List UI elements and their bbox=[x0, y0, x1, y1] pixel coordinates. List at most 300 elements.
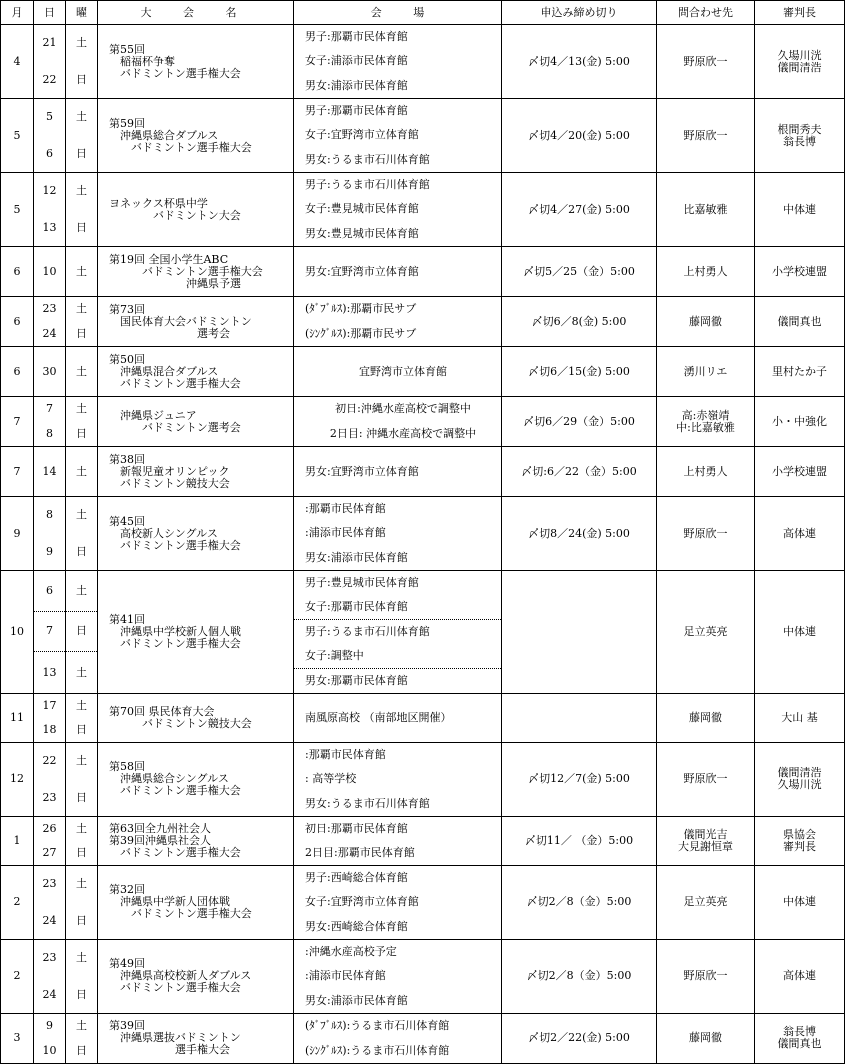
event-venues bbox=[294, 447, 502, 497]
event-day: 21 bbox=[42, 36, 57, 50]
event-deadline: 〆切2／8（金）5:00 bbox=[502, 939, 657, 1013]
event-name bbox=[98, 397, 294, 447]
event-name bbox=[98, 173, 294, 247]
event-name-line: 第58回 bbox=[109, 760, 145, 774]
header-event-name: 大 会 名 bbox=[98, 1, 294, 25]
event-name-line: 第45回 bbox=[109, 514, 145, 528]
event-weekday: 土 bbox=[76, 184, 87, 198]
event-contact bbox=[657, 347, 755, 397]
event-referee bbox=[755, 1013, 845, 1063]
event-weekday: 土 bbox=[76, 264, 87, 278]
event-venue: 初日:沖縄水産高校で調整中 bbox=[335, 402, 471, 416]
event-weekday: 土 bbox=[76, 402, 87, 416]
event-venues bbox=[294, 247, 502, 297]
event-day: 8 bbox=[46, 508, 53, 522]
event-name-line: 稲福杯争奪 bbox=[120, 54, 175, 68]
event-contact bbox=[657, 397, 755, 447]
header-row bbox=[1, 1, 845, 25]
header-month: 月 bbox=[1, 1, 34, 25]
event-weekdays bbox=[66, 939, 98, 1013]
event-name-line: 選手権大会 bbox=[175, 1043, 230, 1057]
event-deadline: 〆切11／ （金）5:00 bbox=[502, 816, 657, 865]
event-month: 1 bbox=[1, 816, 34, 865]
event-name-line: 高校新人シングルス bbox=[120, 526, 218, 540]
event-day: 18 bbox=[42, 722, 57, 736]
event-days bbox=[34, 939, 66, 1013]
event-venue: (ﾀﾞﾌﾞﾙｽ):那覇市民サブ bbox=[305, 302, 417, 316]
event-row bbox=[1, 397, 845, 447]
event-weekday: 土 bbox=[66, 571, 97, 612]
event-venue: 男女:うるま市石川体育館 bbox=[305, 796, 430, 810]
event-referee bbox=[755, 247, 845, 297]
event-name bbox=[98, 497, 294, 571]
event-referee-name: 儀間清浩 bbox=[777, 766, 822, 780]
event-name-line: 新報児童オリンピック bbox=[120, 464, 230, 478]
event-day: 8 bbox=[46, 426, 53, 440]
event-name-line: 第59回 bbox=[109, 116, 145, 130]
event-month: 6 bbox=[1, 347, 34, 397]
event-venue: (ｼﾝｸﾞﾙｽ):那覇市民サブ bbox=[305, 326, 417, 340]
event-weekday: 日 bbox=[76, 1043, 87, 1057]
event-referee-name: 中体連 bbox=[783, 624, 816, 638]
event-contact bbox=[657, 25, 755, 99]
event-weekdays bbox=[66, 571, 98, 694]
event-day: 14 bbox=[42, 464, 57, 478]
event-day: 10 bbox=[42, 264, 57, 278]
event-name bbox=[98, 25, 294, 99]
event-row bbox=[1, 25, 845, 99]
event-weekday: 日 bbox=[76, 987, 87, 1001]
event-weekdays bbox=[66, 347, 98, 397]
event-name bbox=[98, 99, 294, 173]
event-referee bbox=[755, 173, 845, 247]
event-weekday: 土 bbox=[76, 364, 87, 378]
event-referee-name: 中体連 bbox=[783, 895, 816, 909]
event-name-line: 沖縄県中学校新人個人戦 bbox=[120, 624, 241, 638]
event-contact-name: 儀間光吉 bbox=[683, 827, 728, 841]
event-contact-name: 足立英亮 bbox=[683, 624, 728, 638]
event-venue: 初日:那覇市民体育館 bbox=[305, 821, 408, 835]
event-deadline: 〆切2／8（金）5:00 bbox=[502, 865, 657, 939]
event-contact bbox=[657, 571, 755, 694]
event-venues bbox=[294, 347, 502, 397]
event-contact bbox=[657, 173, 755, 247]
event-contact-name: 湧川リエ bbox=[683, 364, 728, 378]
event-venues bbox=[294, 816, 502, 865]
event-referee bbox=[755, 693, 845, 742]
event-name-line: バドミントン競技大会 bbox=[120, 476, 230, 490]
event-day: 9 bbox=[46, 1019, 53, 1033]
event-month: 3 bbox=[1, 1013, 34, 1063]
event-row bbox=[1, 497, 845, 571]
event-weekday: 日 bbox=[76, 72, 87, 86]
event-name-line: 沖縄県選抜バドミントン bbox=[120, 1031, 241, 1045]
event-name-line: バドミントン選手権大会 bbox=[120, 981, 241, 995]
event-contact-name: 藤岡徹 bbox=[689, 314, 722, 328]
event-venue: 宜野湾市立体育館 bbox=[359, 364, 447, 378]
event-contact-name: 高:赤嶺靖 bbox=[681, 408, 730, 422]
event-name bbox=[98, 742, 294, 816]
event-day: 7 bbox=[34, 612, 65, 653]
event-venues bbox=[294, 865, 502, 939]
event-name-line: 第38回 bbox=[109, 452, 145, 466]
event-weekdays bbox=[66, 447, 98, 497]
event-name bbox=[98, 865, 294, 939]
event-contact-name: 野原欣一 bbox=[683, 772, 728, 786]
event-name-line: バドミントン選手権大会 bbox=[120, 538, 241, 552]
event-venue: 女子:豊見城市民体育館 bbox=[305, 202, 419, 216]
event-row bbox=[1, 742, 845, 816]
event-venue: 男子:西崎総合体育館 bbox=[305, 871, 408, 885]
event-contact-name: 比嘉敏雅 bbox=[683, 202, 728, 216]
event-deadline: 〆切6／15(金) 5:00 bbox=[502, 347, 657, 397]
event-weekdays bbox=[66, 742, 98, 816]
event-name-line: 第19回 全国小学生ABC bbox=[109, 252, 229, 266]
event-weekdays bbox=[66, 25, 98, 99]
event-venue: :那覇市民体育館 bbox=[305, 748, 386, 762]
event-referee-name: 久場川洸 bbox=[777, 48, 822, 62]
event-weekday: 土 bbox=[76, 821, 87, 835]
event-day: 24 bbox=[42, 913, 57, 927]
event-referee bbox=[755, 497, 845, 571]
event-day: 5 bbox=[46, 110, 53, 124]
event-venue: 男女:西崎総合体育館 bbox=[305, 919, 408, 933]
event-name-line: 第63回全九州社会人 bbox=[109, 821, 211, 835]
event-referee bbox=[755, 571, 845, 694]
event-contact bbox=[657, 939, 755, 1013]
event-month: 6 bbox=[1, 247, 34, 297]
event-name-line: バドミントン選手権大会 bbox=[142, 264, 263, 278]
event-weekday: 日 bbox=[76, 326, 87, 340]
event-days bbox=[34, 693, 66, 742]
event-month: 7 bbox=[1, 447, 34, 497]
event-weekday: 日 bbox=[76, 146, 87, 160]
event-day: 23 bbox=[42, 790, 57, 804]
event-row bbox=[1, 865, 845, 939]
event-row bbox=[1, 99, 845, 173]
event-days bbox=[34, 297, 66, 347]
event-weekday: 日 bbox=[76, 913, 87, 927]
event-row bbox=[1, 247, 845, 297]
event-referee-name: 久場川洸 bbox=[777, 778, 822, 792]
event-venues bbox=[294, 571, 502, 694]
event-venues bbox=[294, 25, 502, 99]
event-contact-name: 上村勇人 bbox=[683, 464, 728, 478]
event-days bbox=[34, 347, 66, 397]
event-day: 22 bbox=[42, 754, 57, 768]
event-weekdays bbox=[66, 693, 98, 742]
event-venues bbox=[294, 693, 502, 742]
event-referee-name: 小学校連盟 bbox=[772, 264, 827, 278]
event-venue: 男女:うるま市石川体育館 bbox=[305, 152, 430, 166]
event-contact-name: 藤岡徹 bbox=[689, 1031, 722, 1045]
event-name bbox=[98, 693, 294, 742]
event-contact-name: 上村勇人 bbox=[683, 264, 728, 278]
event-day: 24 bbox=[42, 987, 57, 1001]
event-name bbox=[98, 247, 294, 297]
event-days bbox=[34, 25, 66, 99]
event-contact-name: 中:比嘉敏雅 bbox=[676, 420, 735, 434]
event-deadline: 〆切12／7(金) 5:00 bbox=[502, 742, 657, 816]
event-row bbox=[1, 173, 845, 247]
event-contact-name: 野原欣一 bbox=[683, 526, 728, 540]
header-venue: 会 場 bbox=[294, 1, 502, 25]
event-days bbox=[34, 571, 66, 694]
event-weekday: 日 bbox=[76, 544, 87, 558]
event-day: 26 bbox=[42, 821, 57, 835]
event-weekday: 土 bbox=[76, 698, 87, 712]
event-referee bbox=[755, 397, 845, 447]
event-month: 9 bbox=[1, 497, 34, 571]
event-contact bbox=[657, 816, 755, 865]
event-venues bbox=[294, 497, 502, 571]
event-weekdays bbox=[66, 497, 98, 571]
header-deadline: 申込み締め切り bbox=[502, 1, 657, 25]
event-name-line: バドミントン選手権大会 bbox=[120, 636, 241, 650]
event-month: 7 bbox=[1, 397, 34, 447]
event-referee-name: 大山 基 bbox=[781, 710, 818, 724]
event-day: 22 bbox=[42, 72, 57, 86]
event-weekdays bbox=[66, 816, 98, 865]
event-deadline: 〆切2／22(金) 5:00 bbox=[502, 1013, 657, 1063]
event-referee-name: 高体連 bbox=[783, 526, 816, 540]
event-venues bbox=[294, 939, 502, 1013]
event-deadline: 〆切4／13(金) 5:00 bbox=[502, 25, 657, 99]
event-day: 13 bbox=[42, 665, 57, 679]
event-name bbox=[98, 571, 294, 694]
event-deadline: 〆切6／8(金) 5:00 bbox=[502, 297, 657, 347]
event-name bbox=[98, 297, 294, 347]
event-referee-name: 翁長博 bbox=[783, 1025, 816, 1039]
event-venue: 男子:うるま市石川体育館 bbox=[305, 178, 430, 192]
event-days bbox=[34, 397, 66, 447]
event-weekday: 土 bbox=[76, 754, 87, 768]
event-referee bbox=[755, 939, 845, 1013]
event-weekday: 土 bbox=[76, 665, 87, 679]
event-weekday: 土 bbox=[76, 508, 87, 522]
event-name-line: バドミントン選手権大会 bbox=[120, 784, 241, 798]
event-day: 24 bbox=[42, 326, 57, 340]
event-name-line: 沖縄県予選 bbox=[186, 276, 241, 290]
event-weekday: 土 bbox=[76, 302, 87, 316]
event-contact-name: 大見謝恒章 bbox=[678, 839, 733, 853]
event-contact-name: 野原欣一 bbox=[683, 128, 728, 142]
event-deadline: 〆切6／29（金）5:00 bbox=[502, 397, 657, 447]
event-row bbox=[1, 347, 845, 397]
event-contact-name: 野原欣一 bbox=[683, 54, 728, 68]
event-name-line: 国民体育大会バドミントン bbox=[120, 314, 252, 328]
event-weekday: 日 bbox=[66, 612, 97, 653]
event-days bbox=[34, 247, 66, 297]
event-month: 5 bbox=[1, 99, 34, 173]
event-days bbox=[34, 497, 66, 571]
event-name-line: 沖縄県混合ダブルス bbox=[120, 364, 219, 378]
event-month: 6 bbox=[1, 297, 34, 347]
event-referee-name: 儀間清浩 bbox=[777, 60, 822, 74]
event-contact bbox=[657, 447, 755, 497]
event-contact bbox=[657, 865, 755, 939]
event-deadline: 〆切4／20(金) 5:00 bbox=[502, 99, 657, 173]
event-weekdays bbox=[66, 173, 98, 247]
event-name-line: 沖縄県ジュニア bbox=[120, 408, 197, 422]
event-name-line: バドミントン選手権大会 bbox=[120, 845, 241, 859]
event-referee-name: 審判長 bbox=[783, 839, 816, 853]
event-weekday: 土 bbox=[76, 110, 87, 124]
event-venue: 男女:浦添市民体育館 bbox=[305, 550, 408, 564]
event-name-line: バドミントン選手権大会 bbox=[131, 907, 252, 921]
event-name-line: 沖縄県総合ダブルス bbox=[120, 128, 219, 142]
event-name bbox=[98, 816, 294, 865]
event-name-line: 沖縄県高校校新人ダブルス bbox=[120, 969, 252, 983]
event-venue: 女子:那覇市民体育館 bbox=[294, 595, 501, 619]
event-deadline bbox=[502, 693, 657, 742]
event-referee bbox=[755, 742, 845, 816]
event-name-line: バドミントン選手権大会 bbox=[120, 376, 241, 390]
header-weekday: 曜 bbox=[66, 1, 98, 25]
event-referee bbox=[755, 297, 845, 347]
event-venues bbox=[294, 173, 502, 247]
event-contact bbox=[657, 742, 755, 816]
event-day: 30 bbox=[42, 364, 57, 378]
event-venue: 女子:調整中 bbox=[294, 644, 501, 668]
event-name-line: バドミントン大会 bbox=[153, 208, 241, 222]
event-venue: : 高等学校 bbox=[305, 772, 357, 786]
event-contact-name: 野原欣一 bbox=[683, 969, 728, 983]
event-venue: 男女:浦添市民体育館 bbox=[305, 993, 408, 1007]
event-referee-name: 儀間真也 bbox=[777, 314, 822, 328]
event-venue: :浦添市民体育館 bbox=[305, 969, 386, 983]
event-weekday: 土 bbox=[76, 951, 87, 965]
event-weekday: 日 bbox=[76, 722, 87, 736]
event-weekdays bbox=[66, 99, 98, 173]
event-venue: (ﾀﾞﾌﾞﾙｽ):うるま市石川体育館 bbox=[305, 1019, 450, 1033]
event-weekday: 日 bbox=[76, 220, 87, 234]
event-venue: (ｼﾝｸﾞﾙｽ):うるま市石川体育館 bbox=[305, 1043, 450, 1057]
event-name-line: バドミントン競技大会 bbox=[142, 716, 252, 730]
event-name bbox=[98, 447, 294, 497]
event-name-line: 第39回沖縄県社会人 bbox=[109, 833, 211, 847]
event-venue: 男女:宜野湾市立体育館 bbox=[305, 264, 419, 278]
event-venue: 2日目:那覇市民体育館 bbox=[305, 845, 415, 859]
event-row bbox=[1, 693, 845, 742]
event-deadline: 〆切:6／22（金）5:00 bbox=[502, 447, 657, 497]
event-venues bbox=[294, 397, 502, 447]
event-day: 6 bbox=[34, 571, 65, 612]
event-referee-name: 小・中強化 bbox=[772, 414, 827, 428]
event-referee-name: 儀間真也 bbox=[777, 1037, 822, 1051]
event-weekday: 土 bbox=[76, 1019, 87, 1033]
event-weekdays bbox=[66, 1013, 98, 1063]
event-day: 23 bbox=[42, 951, 57, 965]
event-days bbox=[34, 742, 66, 816]
event-weekday: 土 bbox=[76, 464, 87, 478]
event-row bbox=[1, 447, 845, 497]
event-days bbox=[34, 816, 66, 865]
event-weekdays bbox=[66, 865, 98, 939]
event-venues bbox=[294, 99, 502, 173]
event-referee-name: 翁長博 bbox=[783, 134, 816, 148]
event-deadline bbox=[502, 571, 657, 694]
event-name-line: 第73回 bbox=[109, 302, 145, 316]
event-name-line: ヨネックス杯県中学 bbox=[109, 196, 208, 210]
event-name-line: 第55回 bbox=[109, 42, 145, 56]
event-venue: 男女:那覇市民体育館 bbox=[305, 673, 408, 687]
event-venue: 女子:宜野湾市立体育館 bbox=[305, 895, 419, 909]
event-name-line: 第41回 bbox=[109, 612, 145, 626]
event-day: 12 bbox=[42, 184, 57, 198]
event-name-line: 第39回 bbox=[109, 1019, 145, 1033]
event-name bbox=[98, 939, 294, 1013]
event-weekday: 日 bbox=[76, 845, 87, 859]
event-venue: :那覇市民体育館 bbox=[305, 502, 386, 516]
event-contact bbox=[657, 497, 755, 571]
event-row bbox=[1, 939, 845, 1013]
event-row bbox=[1, 816, 845, 865]
event-name-line: 沖縄県総合シングルス bbox=[120, 772, 229, 786]
event-month: 11 bbox=[1, 693, 34, 742]
event-referee bbox=[755, 99, 845, 173]
event-days bbox=[34, 865, 66, 939]
event-venue: 南風原高校 （南部地区開催） bbox=[305, 710, 452, 724]
event-referee-name: 里村たか子 bbox=[772, 364, 827, 378]
event-day: 23 bbox=[42, 302, 57, 316]
event-weekday: 日 bbox=[76, 426, 87, 440]
event-referee-name: 高体連 bbox=[783, 969, 816, 983]
event-name-line: 第50回 bbox=[109, 352, 145, 366]
event-month: 10 bbox=[1, 571, 34, 694]
event-month: 4 bbox=[1, 25, 34, 99]
event-day: 27 bbox=[42, 845, 57, 859]
event-referee bbox=[755, 347, 845, 397]
event-month: 2 bbox=[1, 939, 34, 1013]
event-venue: 男子:豊見城市民体育館 bbox=[305, 576, 419, 590]
event-venues bbox=[294, 297, 502, 347]
event-deadline: 〆切8／24(金) 5:00 bbox=[502, 497, 657, 571]
event-name-line: バドミントン選手権大会 bbox=[131, 140, 252, 154]
header-referee: 審判長 bbox=[755, 1, 845, 25]
event-row bbox=[1, 297, 845, 347]
event-venues bbox=[294, 1013, 502, 1063]
event-day: 10 bbox=[42, 1043, 57, 1057]
event-weekdays bbox=[66, 297, 98, 347]
event-contact bbox=[657, 99, 755, 173]
event-referee bbox=[755, 447, 845, 497]
event-venue: :沖縄水産高校予定 bbox=[305, 945, 397, 959]
event-contact bbox=[657, 297, 755, 347]
event-days bbox=[34, 173, 66, 247]
event-row bbox=[1, 1013, 845, 1063]
event-name bbox=[98, 347, 294, 397]
event-name bbox=[98, 1013, 294, 1063]
header-contact: 問合わせ先 bbox=[657, 1, 755, 25]
event-venue: 男子:うるま市石川体育館 bbox=[305, 624, 430, 638]
event-weekday: 土 bbox=[76, 877, 87, 891]
event-month: 12 bbox=[1, 742, 34, 816]
event-deadline: 〆切4／27(金) 5:00 bbox=[502, 173, 657, 247]
event-name-line: 第70回 県民体育大会 bbox=[109, 704, 215, 718]
event-month: 5 bbox=[1, 173, 34, 247]
event-referee bbox=[755, 865, 845, 939]
event-weekday: 日 bbox=[76, 790, 87, 804]
event-referee-name: 県協会 bbox=[783, 827, 816, 841]
event-referee bbox=[755, 25, 845, 99]
event-deadline: 〆切5／25（金）5:00 bbox=[502, 247, 657, 297]
event-contact bbox=[657, 1013, 755, 1063]
event-venue: :浦添市民体育館 bbox=[305, 526, 386, 540]
event-venue: 男子:那覇市民体育館 bbox=[305, 30, 408, 44]
event-weekdays bbox=[66, 247, 98, 297]
event-contact-name: 藤岡徹 bbox=[689, 710, 722, 724]
